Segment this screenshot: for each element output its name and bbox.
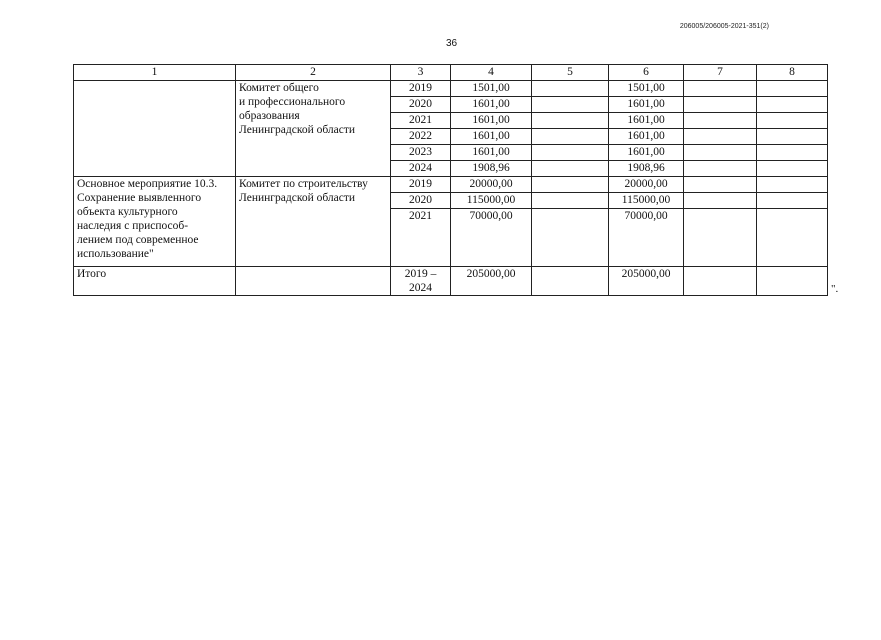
amount-col8 — [757, 161, 828, 177]
amount-col8 — [757, 193, 828, 209]
amount-col4: 1601,00 — [451, 145, 532, 161]
year-cell: 2023 — [391, 145, 451, 161]
executor-cell: Комитет по строительству Ленинградской области — [236, 177, 391, 267]
amount-col4: 1601,00 — [451, 129, 532, 145]
amount-col6: 1501,00 — [609, 81, 684, 97]
amount-col6: 1601,00 — [609, 113, 684, 129]
amount-col7 — [684, 267, 757, 296]
year-cell: 2021 — [391, 209, 451, 267]
column-header: 2 — [236, 65, 391, 81]
activity-cell: Основное мероприятие 10.3. Сохранение выявленного объекта культурного наследия с приспособ- лением под современное использование" — [74, 177, 236, 267]
amount-col7 — [684, 161, 757, 177]
amount-col8 — [757, 177, 828, 193]
header-row — [74, 65, 828, 81]
amount-col5 — [532, 177, 609, 193]
column-header: 4 — [451, 65, 532, 81]
year-cell: 2024 — [391, 161, 451, 177]
amount-col8 — [757, 81, 828, 97]
amount-col5 — [532, 161, 609, 177]
amount-col6: 1601,00 — [609, 97, 684, 113]
amount-col7 — [684, 145, 757, 161]
year-cell: 2019 — [391, 177, 451, 193]
table-row — [74, 81, 828, 97]
executor-cell: Комитет общего и профессионального образования Ленинградской области — [236, 81, 391, 177]
executor-cell — [236, 267, 391, 296]
amount-col4: 1601,00 — [451, 113, 532, 129]
budget-table — [73, 64, 828, 296]
activity-cell — [74, 81, 236, 177]
closing-quote-mark: ". — [831, 283, 839, 295]
amount-col5 — [532, 193, 609, 209]
column-header: 8 — [757, 65, 828, 81]
column-header: 6 — [609, 65, 684, 81]
amount-col4: 1908,96 — [451, 161, 532, 177]
amount-col6: 1601,00 — [609, 129, 684, 145]
year-cell: 2021 — [391, 113, 451, 129]
amount-col8 — [757, 129, 828, 145]
amount-col4: 20000,00 — [451, 177, 532, 193]
amount-col7 — [684, 97, 757, 113]
year-cell: 2020 — [391, 97, 451, 113]
amount-col5 — [532, 97, 609, 113]
amount-col5 — [532, 81, 609, 97]
amount-col7 — [684, 177, 757, 193]
amount-col5 — [532, 209, 609, 267]
column-header: 1 — [74, 65, 236, 81]
amount-col6: 70000,00 — [609, 209, 684, 267]
amount-col5 — [532, 129, 609, 145]
amount-col5 — [532, 113, 609, 129]
year-cell: 2020 — [391, 193, 451, 209]
total-label: Итого — [74, 267, 236, 296]
amount-col4: 70000,00 — [451, 209, 532, 267]
amount-col7 — [684, 209, 757, 267]
amount-col4: 205000,00 — [451, 267, 532, 296]
amount-col8 — [757, 97, 828, 113]
total-row — [74, 267, 828, 296]
document-id: 206005/206005-2021-351(2) — [679, 23, 769, 30]
column-header: 5 — [532, 65, 609, 81]
amount-col6: 1908,96 — [609, 161, 684, 177]
amount-col8 — [757, 267, 828, 296]
amount-col4: 1601,00 — [451, 97, 532, 113]
page-number: 36 — [446, 38, 458, 49]
amount-col6: 205000,00 — [609, 267, 684, 296]
amount-col6: 20000,00 — [609, 177, 684, 193]
amount-col4: 1501,00 — [451, 81, 532, 97]
amount-col7 — [684, 193, 757, 209]
amount-col7 — [684, 113, 757, 129]
amount-col8 — [757, 113, 828, 129]
amount-col6: 1601,00 — [609, 145, 684, 161]
amount-col4: 115000,00 — [451, 193, 532, 209]
amount-col5 — [532, 267, 609, 296]
amount-col7 — [684, 129, 757, 145]
year-range-cell: 2019 – 2024 — [391, 267, 451, 296]
amount-col8 — [757, 209, 828, 267]
column-header: 7 — [684, 65, 757, 81]
column-header: 3 — [391, 65, 451, 81]
amount-col6: 115000,00 — [609, 193, 684, 209]
amount-col5 — [532, 145, 609, 161]
amount-col8 — [757, 145, 828, 161]
year-cell: 2019 — [391, 81, 451, 97]
amount-col7 — [684, 81, 757, 97]
table-row — [74, 177, 828, 193]
year-cell: 2022 — [391, 129, 451, 145]
